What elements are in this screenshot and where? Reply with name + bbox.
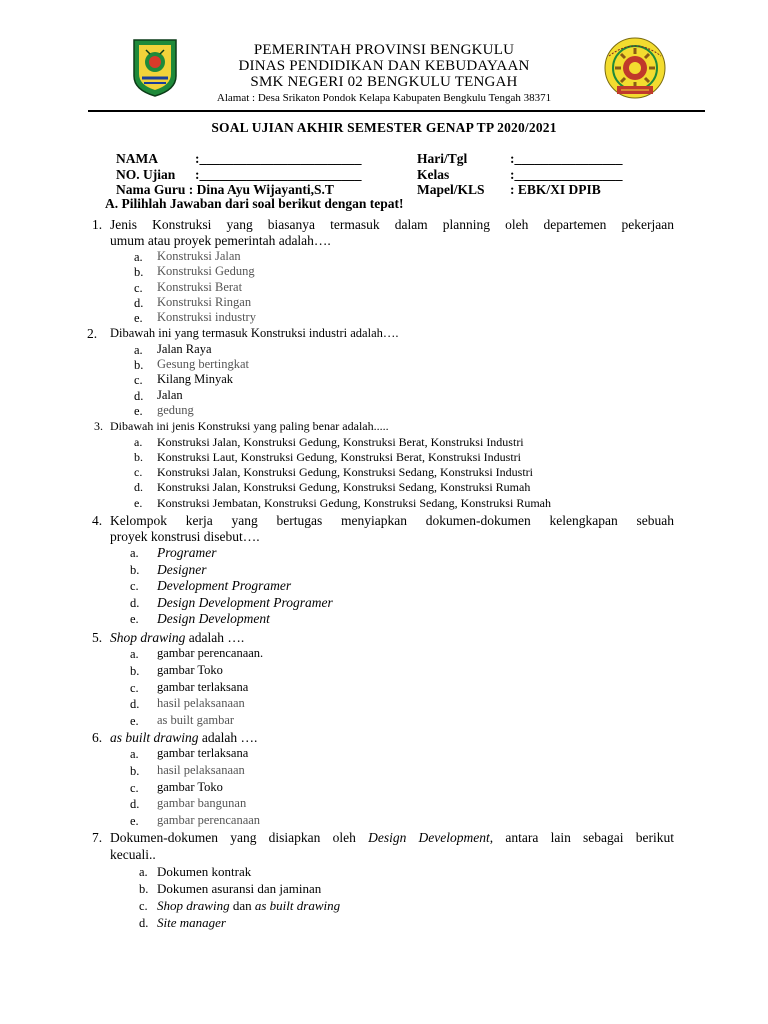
q2-option-e[interactable]: gedung	[157, 403, 194, 417]
q5-option-b[interactable]: gambar Toko	[157, 663, 223, 677]
q6-option-d-letter: d.	[130, 797, 140, 811]
nama-field[interactable]: :________________________	[195, 151, 362, 166]
question-1-text-cont: umum atau proyek pemerintah adalah….	[110, 233, 331, 248]
question-6-number: 6.	[92, 730, 103, 745]
nama-label: NAMA	[116, 151, 158, 166]
q1-option-c-letter: c.	[134, 281, 143, 295]
header-department: DINAS PENDIDIKAN DAN KEBUDAYAAN	[238, 58, 530, 74]
q1-option-e-letter: e.	[134, 311, 143, 325]
q4-option-d-letter: d.	[130, 596, 140, 610]
q5-option-a[interactable]: gambar perencanaan.	[157, 646, 264, 660]
q1-option-b-letter: b.	[134, 265, 144, 279]
question-5-term: Shop drawing	[110, 630, 186, 645]
q1-option-a-letter: a.	[134, 250, 143, 264]
q7-option-b-letter: b.	[139, 882, 149, 896]
q1-option-b[interactable]: Konstruksi Gedung	[157, 264, 255, 278]
q2-option-c[interactable]: Kilang Minyak	[157, 372, 234, 386]
question-6-term: as built drawing	[110, 730, 199, 745]
q3-option-c-letter: c.	[134, 465, 143, 479]
q2-option-b-letter: b.	[134, 358, 144, 372]
question-5-number: 5.	[92, 630, 103, 645]
school-emblem-logo	[595, 36, 675, 100]
q6-option-e[interactable]: gambar perencanaan	[157, 813, 261, 827]
q5-option-a-letter: a.	[130, 647, 139, 661]
q3-option-b-letter: b.	[134, 450, 143, 464]
question-4-text: Kelompok kerja yang bertugas menyiapkan dokumen-dokumen kelengkapan sebuah	[110, 513, 674, 528]
q6-option-a-letter: a.	[130, 747, 139, 761]
header-government: PEMERINTAH PROVINSI BENGKULU	[253, 42, 515, 58]
q2-option-c-letter: c.	[134, 373, 143, 387]
q6-option-d[interactable]: gambar bangunan	[157, 796, 247, 810]
kelas-field[interactable]: :________________	[510, 167, 623, 182]
q7-option-c-term-2: as built drawing	[254, 898, 341, 913]
q7-option-d-letter: d.	[139, 916, 149, 930]
q7-option-b[interactable]: Dokumen asuransi dan jaminan	[157, 881, 322, 896]
q7-option-c-letter: c.	[139, 899, 148, 913]
q5-option-d[interactable]: hasil pelaksanaan	[157, 696, 245, 710]
question-6-rest: adalah ….	[198, 730, 258, 745]
hari-field[interactable]: :________________	[510, 151, 623, 166]
question-3-text: Dibawah ini jenis Konstruksi yang paling benar adalah.....	[110, 419, 389, 433]
question-7-text-a: Dokumen-dokumen yang disiapkan oleh	[110, 830, 369, 845]
q5-option-d-letter: d.	[130, 697, 140, 711]
q2-option-a-letter: a.	[134, 343, 143, 357]
question-7-text	[110, 830, 674, 846]
q1-option-c[interactable]: Konstruksi Berat	[157, 280, 243, 294]
question-3-number: 3.	[94, 419, 103, 433]
question-6-text	[110, 730, 257, 746]
q3-option-e-letter: e.	[134, 496, 143, 510]
q5-option-e-letter: e.	[130, 714, 139, 728]
q6-option-b-letter: b.	[130, 764, 140, 778]
q4-option-a-letter: a.	[130, 546, 139, 560]
question-4-number: 4.	[92, 513, 103, 528]
question-7-term: Design Development	[368, 830, 490, 845]
no-ujian-field[interactable]: :________________________	[195, 167, 362, 182]
question-2-text: Dibawah ini yang termasuk Konstruksi industri adalah….	[110, 326, 399, 340]
q4-option-e[interactable]: Design Development	[157, 611, 270, 626]
q6-option-a[interactable]: gambar terlaksana	[157, 746, 249, 760]
q2-option-d-letter: d.	[134, 389, 144, 403]
q1-option-d[interactable]: Konstruksi Ringan	[157, 295, 252, 309]
q4-option-e-letter: e.	[130, 612, 139, 626]
q5-option-e[interactable]: as built gambar	[157, 713, 235, 727]
mapel-label: Mapel/KLS	[417, 182, 485, 197]
q5-option-c-letter: c.	[130, 681, 139, 695]
q2-option-d[interactable]: Jalan	[157, 388, 183, 402]
question-5-rest: adalah ….	[185, 630, 245, 645]
q7-option-a-letter: a.	[139, 865, 148, 879]
q7-option-c-conj: dan	[229, 898, 255, 913]
school-emblem-icon	[595, 36, 675, 100]
question-7-text-cont: kecuali..	[110, 847, 156, 862]
q1-option-d-letter: d.	[134, 296, 144, 310]
question-5-text	[110, 630, 244, 646]
q1-option-e[interactable]: Konstruksi industry	[157, 310, 256, 324]
q7-option-d[interactable]: Site manager	[157, 915, 226, 930]
q7-option-c[interactable]	[157, 898, 340, 914]
q4-option-c[interactable]: Development Programer	[157, 578, 292, 593]
question-1-text: Jenis Konstruksi yang biasanya termasuk dalam planning oleh departemen pekerjaan	[110, 217, 674, 232]
q4-option-b-letter: b.	[130, 563, 140, 577]
q4-option-d[interactable]: Design Development Programer	[157, 595, 333, 610]
q2-option-b[interactable]: Gesung bertingkat	[157, 357, 249, 371]
teacher-name: Nama Guru : Dina Ayu Wijayanti,S.T	[116, 182, 334, 197]
q7-option-c-term-1: Shop drawing	[157, 898, 230, 913]
q6-option-c[interactable]: gambar Toko	[157, 780, 223, 794]
q5-option-c[interactable]: gambar terlaksana	[157, 680, 249, 694]
q3-option-d[interactable]: Konstruksi Jalan, Konstruksi Gedung, Konstruksi Sedang, Konstruksi Rumah	[157, 480, 531, 494]
hari-label: Hari/Tgl	[417, 151, 468, 166]
q3-option-a-letter: a.	[134, 435, 143, 449]
question-7-text-b: , antara lain sebagai berikut	[489, 830, 674, 845]
exam-title: SOAL UJIAN AKHIR SEMESTER GENAP TP 2020/2021	[211, 120, 557, 135]
question-4-text-cont: proyek konstrusi disebut….	[110, 529, 260, 544]
q2-option-e-letter: e.	[134, 404, 143, 418]
q3-option-e[interactable]: Konstruksi Jembatan, Konstruksi Gedung, Konstruksi Sedang, Konstruksi Rumah	[157, 496, 551, 510]
question-2-number: 2.	[87, 326, 98, 341]
kelas-label: Kelas	[417, 167, 450, 182]
header-school: SMK NEGERI 02 BENGKULU TENGAH	[250, 74, 518, 90]
q7-option-a[interactable]: Dokumen kontrak	[157, 864, 252, 879]
q6-option-b[interactable]: hasil pelaksanaan	[157, 763, 245, 777]
q3-option-c[interactable]: Konstruksi Jalan, Konstruksi Gedung, Konstruksi Sedang, Konstruksi Industri	[157, 465, 533, 479]
q4-option-c-letter: c.	[130, 579, 139, 593]
q1-option-a[interactable]: Konstruksi Jalan	[157, 249, 241, 263]
header-address: Alamat : Desa Srikaton Pondok Kelapa Kabupaten Bengkulu Tengah 38371	[216, 92, 552, 104]
mapel-value: : EBK/XI DPIB	[510, 182, 601, 197]
q6-option-c-letter: c.	[130, 781, 139, 795]
question-7-number: 7.	[92, 830, 103, 845]
q3-option-b[interactable]: Konstruksi Laut, Konstruksi Gedung, Konstruksi Berat, Konstruksi Industri	[157, 450, 521, 464]
question-1-number: 1.	[92, 217, 103, 232]
q2-option-a[interactable]: Jalan Raya	[157, 342, 212, 356]
section-a-instruction: A. Pilihlah Jawaban dari soal berikut dengan tepat!	[105, 196, 404, 211]
q4-option-a[interactable]: Programer	[157, 545, 217, 560]
q6-option-e-letter: e.	[130, 814, 139, 828]
q3-option-d-letter: d.	[134, 480, 143, 494]
q4-option-b[interactable]: Designer	[157, 562, 207, 577]
q3-option-a[interactable]: Konstruksi Jalan, Konstruksi Gedung, Konstruksi Berat, Konstruksi Industri	[157, 435, 524, 449]
q5-option-b-letter: b.	[130, 664, 140, 678]
letterhead-divider	[88, 110, 705, 112]
no-ujian-label: NO. Ujian	[116, 167, 176, 182]
